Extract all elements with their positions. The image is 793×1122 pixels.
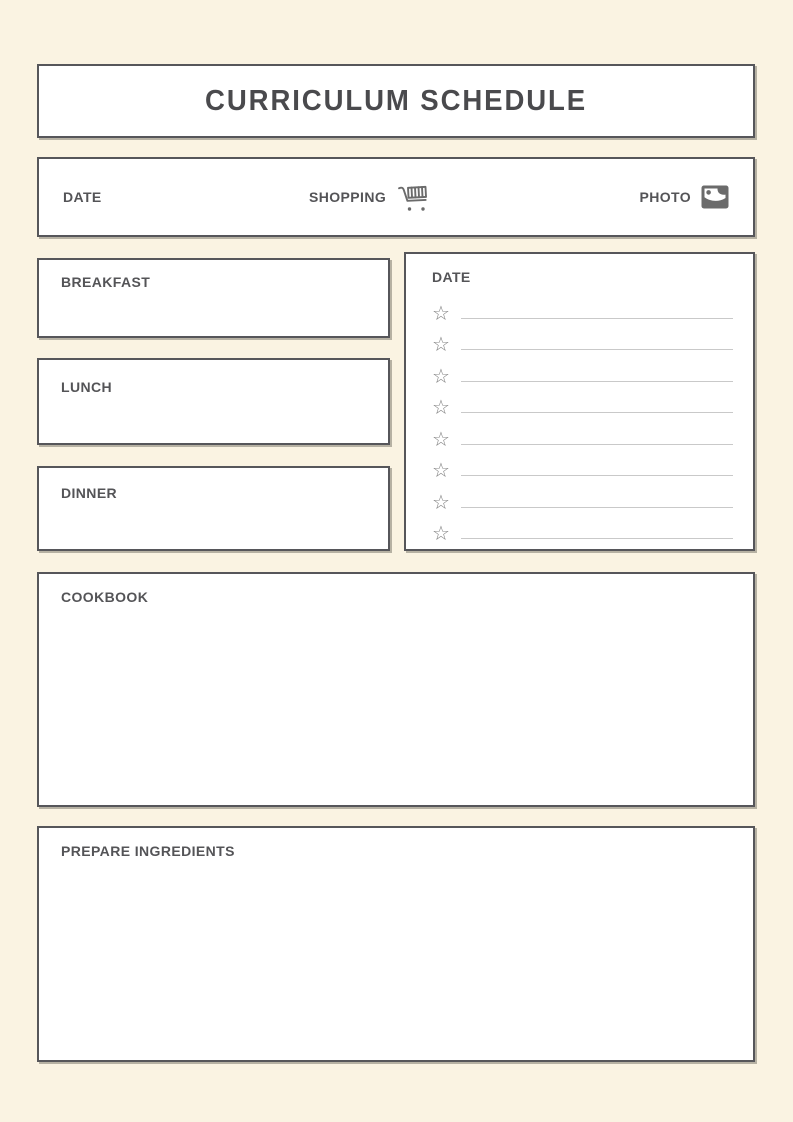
- cookbook-input-area[interactable]: [61, 607, 731, 728]
- date-row: [432, 418, 735, 450]
- date-row: [432, 450, 735, 482]
- title-box: [37, 64, 755, 138]
- date-entry-line[interactable]: [461, 538, 733, 539]
- star-icon: ☆: [432, 332, 450, 356]
- date-entry-list: [432, 292, 735, 544]
- date-panel: [404, 252, 755, 551]
- photo-icon: [701, 185, 729, 209]
- date-row: [432, 292, 735, 324]
- dinner-section: [37, 466, 390, 551]
- star-icon: ☆: [432, 489, 450, 514]
- date-entry-line[interactable]: [461, 381, 733, 382]
- date-panel-label: DATE: [432, 269, 471, 285]
- page-title: CURRICULUM SCHEDULE: [204, 84, 587, 117]
- date-entry-line[interactable]: [461, 349, 733, 350]
- star-icon: ☆: [432, 300, 450, 325]
- prepare-ingredients-section: [37, 826, 755, 1062]
- date-row: [432, 481, 735, 513]
- dinner-label: DINNER: [61, 485, 118, 501]
- breakfast-section: [37, 258, 390, 338]
- date-entry-line[interactable]: [461, 444, 733, 445]
- lunch-label: LUNCH: [61, 379, 112, 395]
- photo-label: PHOTO: [639, 189, 691, 205]
- info-bar: [37, 157, 755, 237]
- shopping-label: SHOPPING: [309, 189, 387, 205]
- date-entry-line[interactable]: [461, 412, 733, 413]
- star-icon: ☆: [432, 521, 450, 545]
- breakfast-label: BREAKFAST: [61, 274, 151, 290]
- date-row: [432, 387, 735, 419]
- prepare-ingredients-input-area[interactable]: [61, 861, 731, 982]
- shopping-cart-icon: [396, 182, 432, 213]
- photo-group: [639, 185, 729, 209]
- cookbook-section: [37, 572, 755, 807]
- date-field-label: DATE: [63, 189, 102, 205]
- prepare-ingredients-label: PREPARE INGREDIENTS: [61, 843, 235, 859]
- star-icon: ☆: [432, 363, 450, 388]
- date-entry-line[interactable]: [461, 318, 733, 319]
- star-icon: ☆: [432, 395, 450, 419]
- dinner-input-area[interactable]: [61, 503, 366, 533]
- date-row: [432, 513, 735, 545]
- star-icon: ☆: [432, 426, 450, 451]
- lunch-section: [37, 358, 390, 445]
- date-row: [432, 324, 735, 356]
- shopping-group: [309, 182, 432, 213]
- breakfast-input-area[interactable]: [61, 292, 366, 321]
- cookbook-label: COOKBOOK: [61, 589, 149, 605]
- lunch-input-area[interactable]: [61, 397, 366, 427]
- date-entry-line[interactable]: [461, 507, 733, 508]
- date-row: [432, 355, 735, 387]
- date-entry-line[interactable]: [461, 475, 733, 476]
- star-icon: ☆: [432, 458, 450, 482]
